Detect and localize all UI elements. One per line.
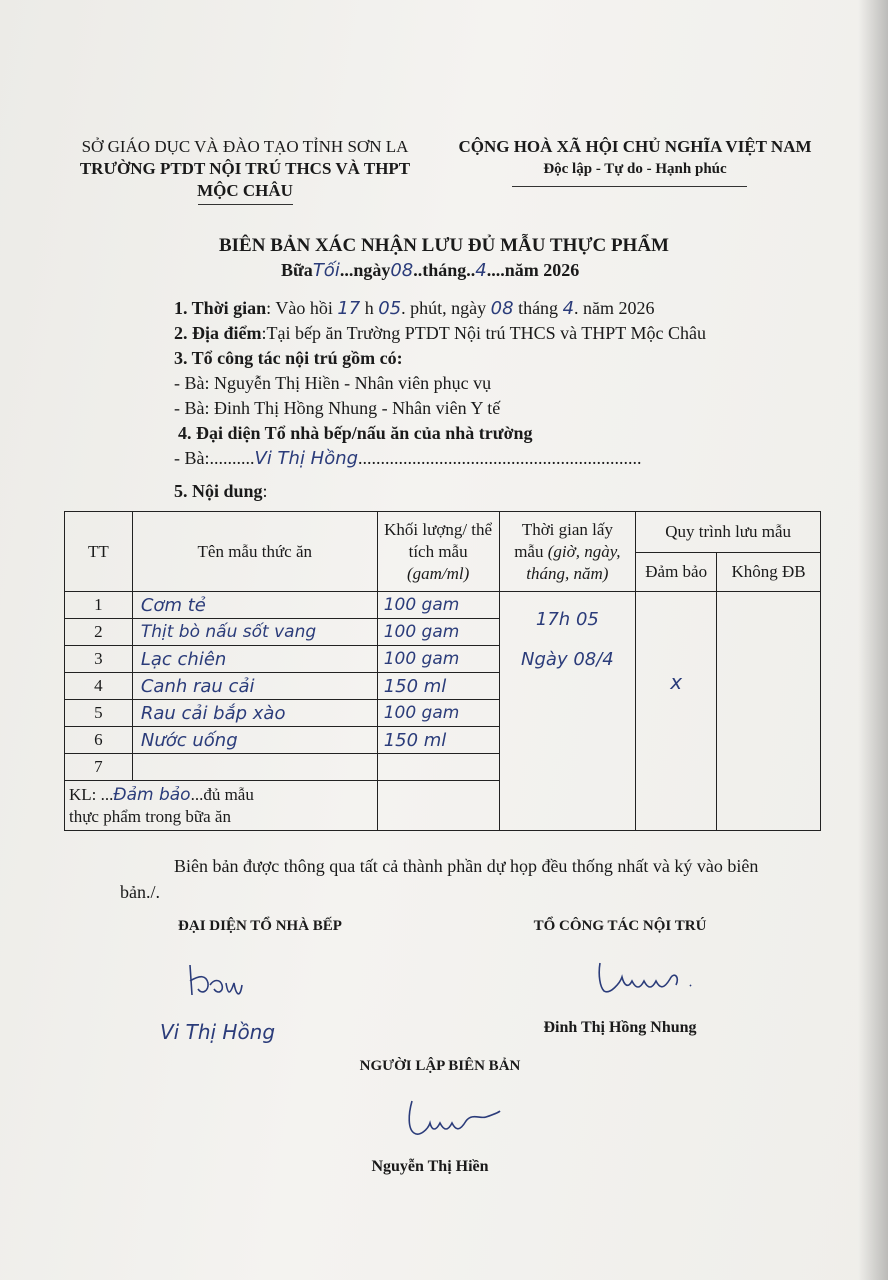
meal-date-line: BữaTối...ngày08..tháng..4....năm 2026 xyxy=(281,260,580,281)
hour-value: 17 xyxy=(337,298,361,319)
food-weight: 100 gam xyxy=(377,700,499,727)
food-name: Lạc chiên xyxy=(132,646,377,673)
boarding-team-signature xyxy=(590,955,720,1005)
boarding-team-name: Đinh Thị Hồng Nhung xyxy=(543,1019,697,1036)
table-row: 4 Canh rau cải 150 ml xyxy=(65,673,821,700)
food-weight: 150 ml xyxy=(377,673,499,700)
minute-value: 05 xyxy=(378,298,402,319)
ensured-mark: x xyxy=(636,592,717,831)
conclusion-cell: KL: ...Đảm bảo...đủ mẫu thực phẩm trong bữa ăn xyxy=(65,781,378,831)
food-sample-table xyxy=(64,511,821,831)
boarding-team-heading: TỔ CÔNG TÁC NỘI TRÚ xyxy=(533,918,707,934)
table-row: 1 Cơm tẻ 100 gam 17h 05 Ngày 08/4 x xyxy=(65,592,821,619)
page-edge-shadow xyxy=(858,0,888,1280)
table-row: 6 Nước uống 150 ml xyxy=(65,727,821,754)
section-location: 2. Địa điểm:Tại bếp ăn Trường PTDT Nội trú THCS và THPT Mộc Châu xyxy=(174,323,706,343)
food-weight: 100 gam xyxy=(377,592,499,619)
table-row: 2 Thịt bò nấu sốt vang 100 gam xyxy=(65,619,821,646)
kitchen-signature-1 xyxy=(180,955,260,1005)
food-name: Nước uống xyxy=(132,727,377,754)
col-header-ensured: Đảm bảo xyxy=(636,553,717,592)
sample-time-cell: 17h 05 Ngày 08/4 xyxy=(499,592,636,831)
school-location: MỘC CHÂU xyxy=(197,181,293,200)
food-name: Rau cải bắp xào xyxy=(132,700,377,727)
kitchen-rep-line: - Bà:..........Vi Thị Hồng............................................................... xyxy=(174,448,642,469)
header-right-underline xyxy=(512,186,747,187)
kitchen-rep-name: Vi Thị Hồng xyxy=(254,448,359,469)
kitchen-rep-heading: ĐẠI DIỆN TỔ NHÀ BẾP xyxy=(178,918,342,934)
team-member-1: - Bà: Nguyễn Thị Hiền - Nhân viên phục vụ xyxy=(174,373,492,393)
food-name: Canh rau cải xyxy=(132,673,377,700)
food-weight: 150 ml xyxy=(377,727,499,754)
table-row: 3 Lạc chiên 100 gam xyxy=(65,646,821,673)
col-header-time: Thời gian lấy mẫu (giờ, ngày, tháng, năm) xyxy=(499,512,636,592)
conclusion-value: Đảm bảo xyxy=(113,785,191,806)
col-header-procedure: Quy trình lưu mẫu xyxy=(636,512,821,553)
document-title: BIÊN BẢN XÁC NHẬN LƯU ĐỦ MẪU THỰC PHẨM xyxy=(218,235,669,256)
recorder-signature xyxy=(400,1095,510,1145)
food-name: Thịt bò nấu sốt vang xyxy=(132,619,377,646)
team-member-2: - Bà: Đinh Thị Hồng Nhung - Nhân viên Y tế xyxy=(174,398,501,418)
closing-statement: Biên bản được thông qua tất cả thành phần dự họp đều thống nhất và ký vào biên bản./. xyxy=(120,856,759,902)
col-header-weight: Khối lượng/ thể tích mẫu (gam/ml) xyxy=(377,512,499,592)
table-row: 7 xyxy=(65,754,821,781)
food-weight: 100 gam xyxy=(377,619,499,646)
month-value: 4 xyxy=(475,260,487,281)
col-header-name: Tên mẫu thức ăn xyxy=(132,512,377,592)
food-weight: 100 gam xyxy=(377,646,499,673)
section-time: 1. Thời gian: Vào hồi 17 h 05. phút, ngày 08 tháng 4. năm 2026 xyxy=(174,298,655,319)
col-header-not-ensured: Không ĐB xyxy=(717,553,821,592)
header-right xyxy=(440,136,830,180)
recorder-heading: NGƯỜI LẬP BIÊN BẢN xyxy=(359,1058,521,1074)
day-value-2: 08 xyxy=(490,298,514,319)
meal-value: Tối xyxy=(312,260,340,281)
col-header-tt: TT xyxy=(65,512,133,592)
month-value-2: 4 xyxy=(562,298,575,319)
day-value: 08 xyxy=(390,260,414,281)
not-ensured-cell xyxy=(717,592,821,831)
kitchen-signature-name: Vi Thị Hồng xyxy=(160,1020,276,1044)
department-name: SỞ GIÁO DỤC VÀ ĐÀO TẠO TỈNH SƠN LA xyxy=(81,137,409,156)
section-kitchen-rep: 4. Đại diện Tổ nhà bếp/nấu ăn của nhà trường xyxy=(178,423,533,443)
section-team: 3. Tổ công tác nội trú gồm có: xyxy=(174,348,403,368)
header-left xyxy=(60,136,430,202)
school-name: TRƯỜNG PTDT NỘI TRÚ THCS VÀ THPT xyxy=(79,159,411,178)
national-title: CỘNG HOÀ XÃ HỘI CHỦ NGHĨA VIỆT NAM xyxy=(458,137,812,156)
food-name: Cơm tẻ xyxy=(132,592,377,619)
recorder-name: Nguyễn Thị Hiền xyxy=(371,1158,489,1175)
national-motto: Độc lập - Tự do - Hạnh phúc xyxy=(543,161,727,177)
table-row: 5 Rau cải bắp xào 100 gam xyxy=(65,700,821,727)
header-left-underline xyxy=(198,204,293,205)
section-content: 5. Nội dung: xyxy=(174,481,268,501)
